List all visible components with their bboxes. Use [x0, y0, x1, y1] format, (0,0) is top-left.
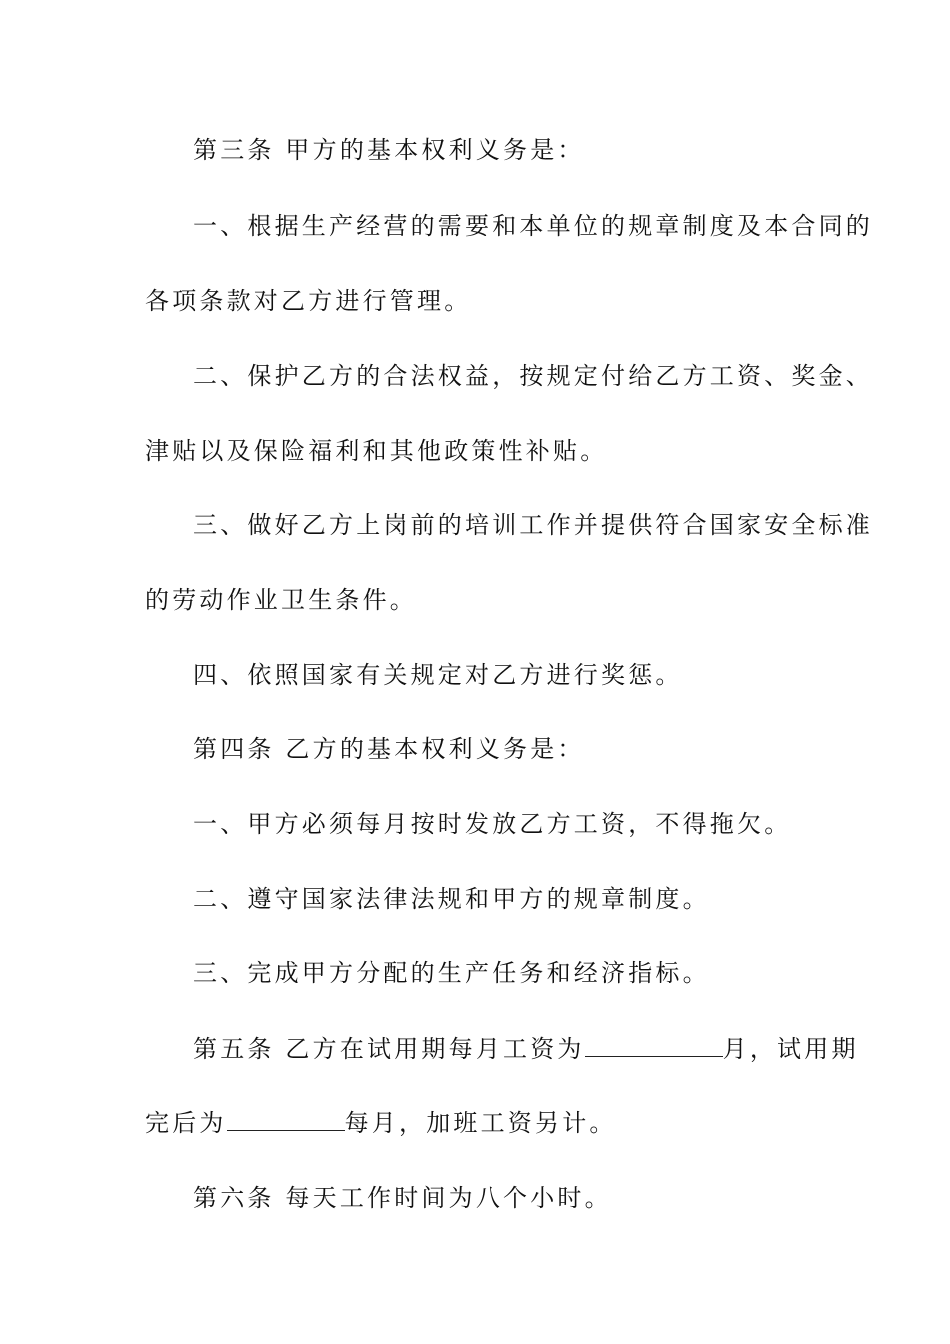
article-4-item-1: 一、甲方必须每月按时发放乙方工资，不得拖欠。: [193, 810, 792, 838]
article-5-overtime-text: 每月，加班工资另计。: [344, 1109, 617, 1137]
article-3-item-3-line-2: 的劳动作业卫生条件。: [145, 586, 417, 614]
article-6: 第六条 每天工作时间为八个小时。: [193, 1184, 612, 1212]
article-5-probation-text: 第五条 乙方在试用期每月工资为: [193, 1035, 585, 1063]
article-3-heading: 第三条 甲方的基本权利义务是：: [193, 136, 585, 164]
regular-wage-blank[interactable]: [227, 1108, 345, 1131]
article-3-item-1-line-1: 一、根据生产经营的需要和本单位的规章制度及本合同的: [193, 212, 873, 240]
probation-wage-blank[interactable]: [585, 1034, 723, 1057]
article-5-unit-text: 月，试用期: [722, 1035, 859, 1063]
article-4-heading: 第四条 乙方的基本权利义务是：: [193, 735, 585, 763]
article-3-item-4: 四、依照国家有关规定对乙方进行奖惩。: [193, 661, 683, 689]
article-3-item-1-line-2: 各项条款对乙方进行管理。: [145, 287, 472, 315]
article-3-item-2-line-1: 二、保护乙方的合法权益，按规定付给乙方工资、奖金、: [193, 362, 873, 390]
article-5-line-1: [193, 1034, 859, 1064]
article-4-item-3: 三、完成甲方分配的生产任务和经济指标。: [193, 959, 710, 987]
article-5-line-2: [145, 1108, 810, 1138]
article-5-after-text: 完后为: [145, 1109, 227, 1137]
article-3-item-2-line-2: 津贴以及保险福利和其他政策性补贴。: [145, 437, 608, 465]
article-4-item-2: 二、遵守国家法律法规和甲方的规章制度。: [193, 885, 710, 913]
article-3-item-3-line-1: 三、做好乙方上岗前的培训工作并提供符合国家安全标准: [193, 511, 873, 539]
